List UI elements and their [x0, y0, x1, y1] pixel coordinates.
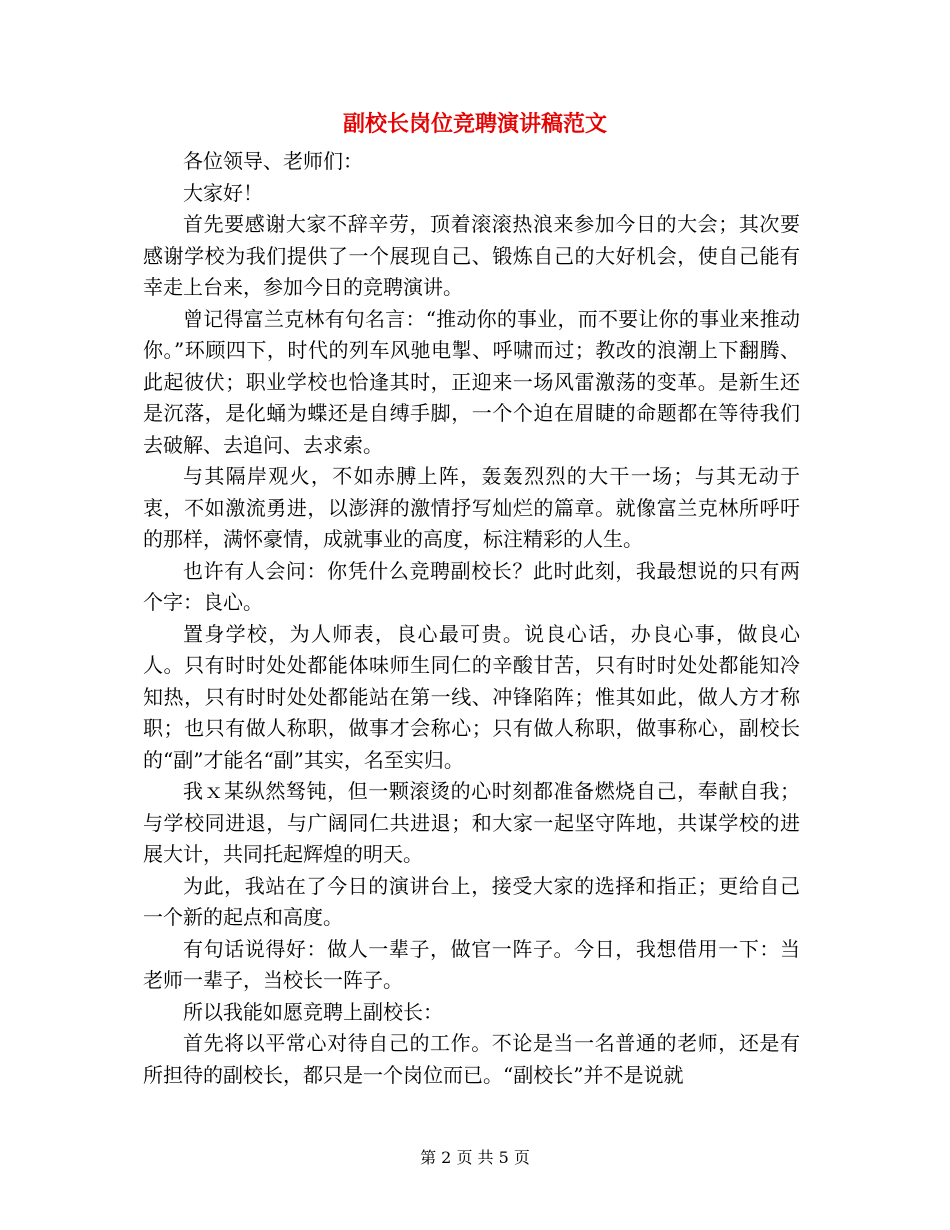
paragraph: 也许有人会问：你凭什么竞聘副校长？此时此刻，我最想说的只有两个字：良心。 — [143, 558, 800, 614]
document-body — [143, 146, 800, 1091]
paragraph: 我ｘ某纵然驽钝，但一颗滚烫的心时刻都准备燃烧自己，奉献自我；与学校同进退，与广阔同仁共进退；和大家一起坚守阵地，共谋学校的进展大计，共同托起辉煌的明天。 — [143, 779, 800, 866]
paragraph: 首先要感谢大家不辞辛劳，顶着滚滚热浪来参加今日的大会；其次要感谢学校为我们提供了一个展现自己、锻炼自己的大好机会，使自己能有幸走上台来，参加今日的竞聘演讲。 — [143, 212, 800, 299]
paragraph: 曾记得富兰克林有句名言：“推动你的事业，而不要让你的事业来推动你。”环顾四下，时代的列车风驰电掣、呼啸而过；教改的浪潮上下翻腾、此起彼伏；职业学校也恰逢其时，正迎来一场风雷激荡的变革。是新生还是沉落，是化蛹为蝶还是自缚手脚，一个个迫在眉睫的命题都在等待我们去破解、去追问、去求索。 — [143, 306, 800, 457]
paragraph: 有句话说得好：做人一辈子，做官一阵子。今日，我想借用一下：当老师一辈子，当校长一阵子。 — [143, 936, 800, 992]
paragraph: 首先将以平常心对待自己的工作。不论是当一名普通的老师，还是有所担待的副校长，都只是一个岗位而已。“副校长”并不是说就 — [143, 1031, 800, 1087]
paragraph-salutation: 各位领导、老师们： — [183, 149, 363, 173]
document-title: 副校长岗位竞聘演讲稿范文 — [342, 111, 607, 137]
page-number: 第 2 页 共 5 页 — [420, 1148, 530, 1167]
paragraph-greeting: 大家好！ — [183, 180, 263, 205]
paragraph: 所以我能如愿竞聘上副校长： — [183, 999, 443, 1024]
paragraph: 置身学校，为人师表，良心最可贵。说良心话，办良心事，做良心人。只有时时处处都能体味师生同仁的辛酸甘苦，只有时时处处都能知冷知热，只有时时处处都能站在第一线、冲锋陷阵；惟其如此，做人方才称职；也只有做人称职，做事才会称心；只有做人称职，做事称心，副校长的“副”才能名“副”其实，名至实归。 — [143, 621, 800, 772]
paragraph: 为此，我站在了今日的演讲台上，接受大家的选择和指正；更给自己一个新的起点和高度。 — [143, 873, 800, 929]
paragraph: 与其隔岸观火，不如赤膊上阵，轰轰烈烈的大干一场；与其无动于衷，不如激流勇进，以澎湃的激情抒写灿烂的篇章。就像富兰克林所呼吁的那样，满怀豪情，成就事业的高度，标注精彩的人生。 — [143, 464, 800, 551]
